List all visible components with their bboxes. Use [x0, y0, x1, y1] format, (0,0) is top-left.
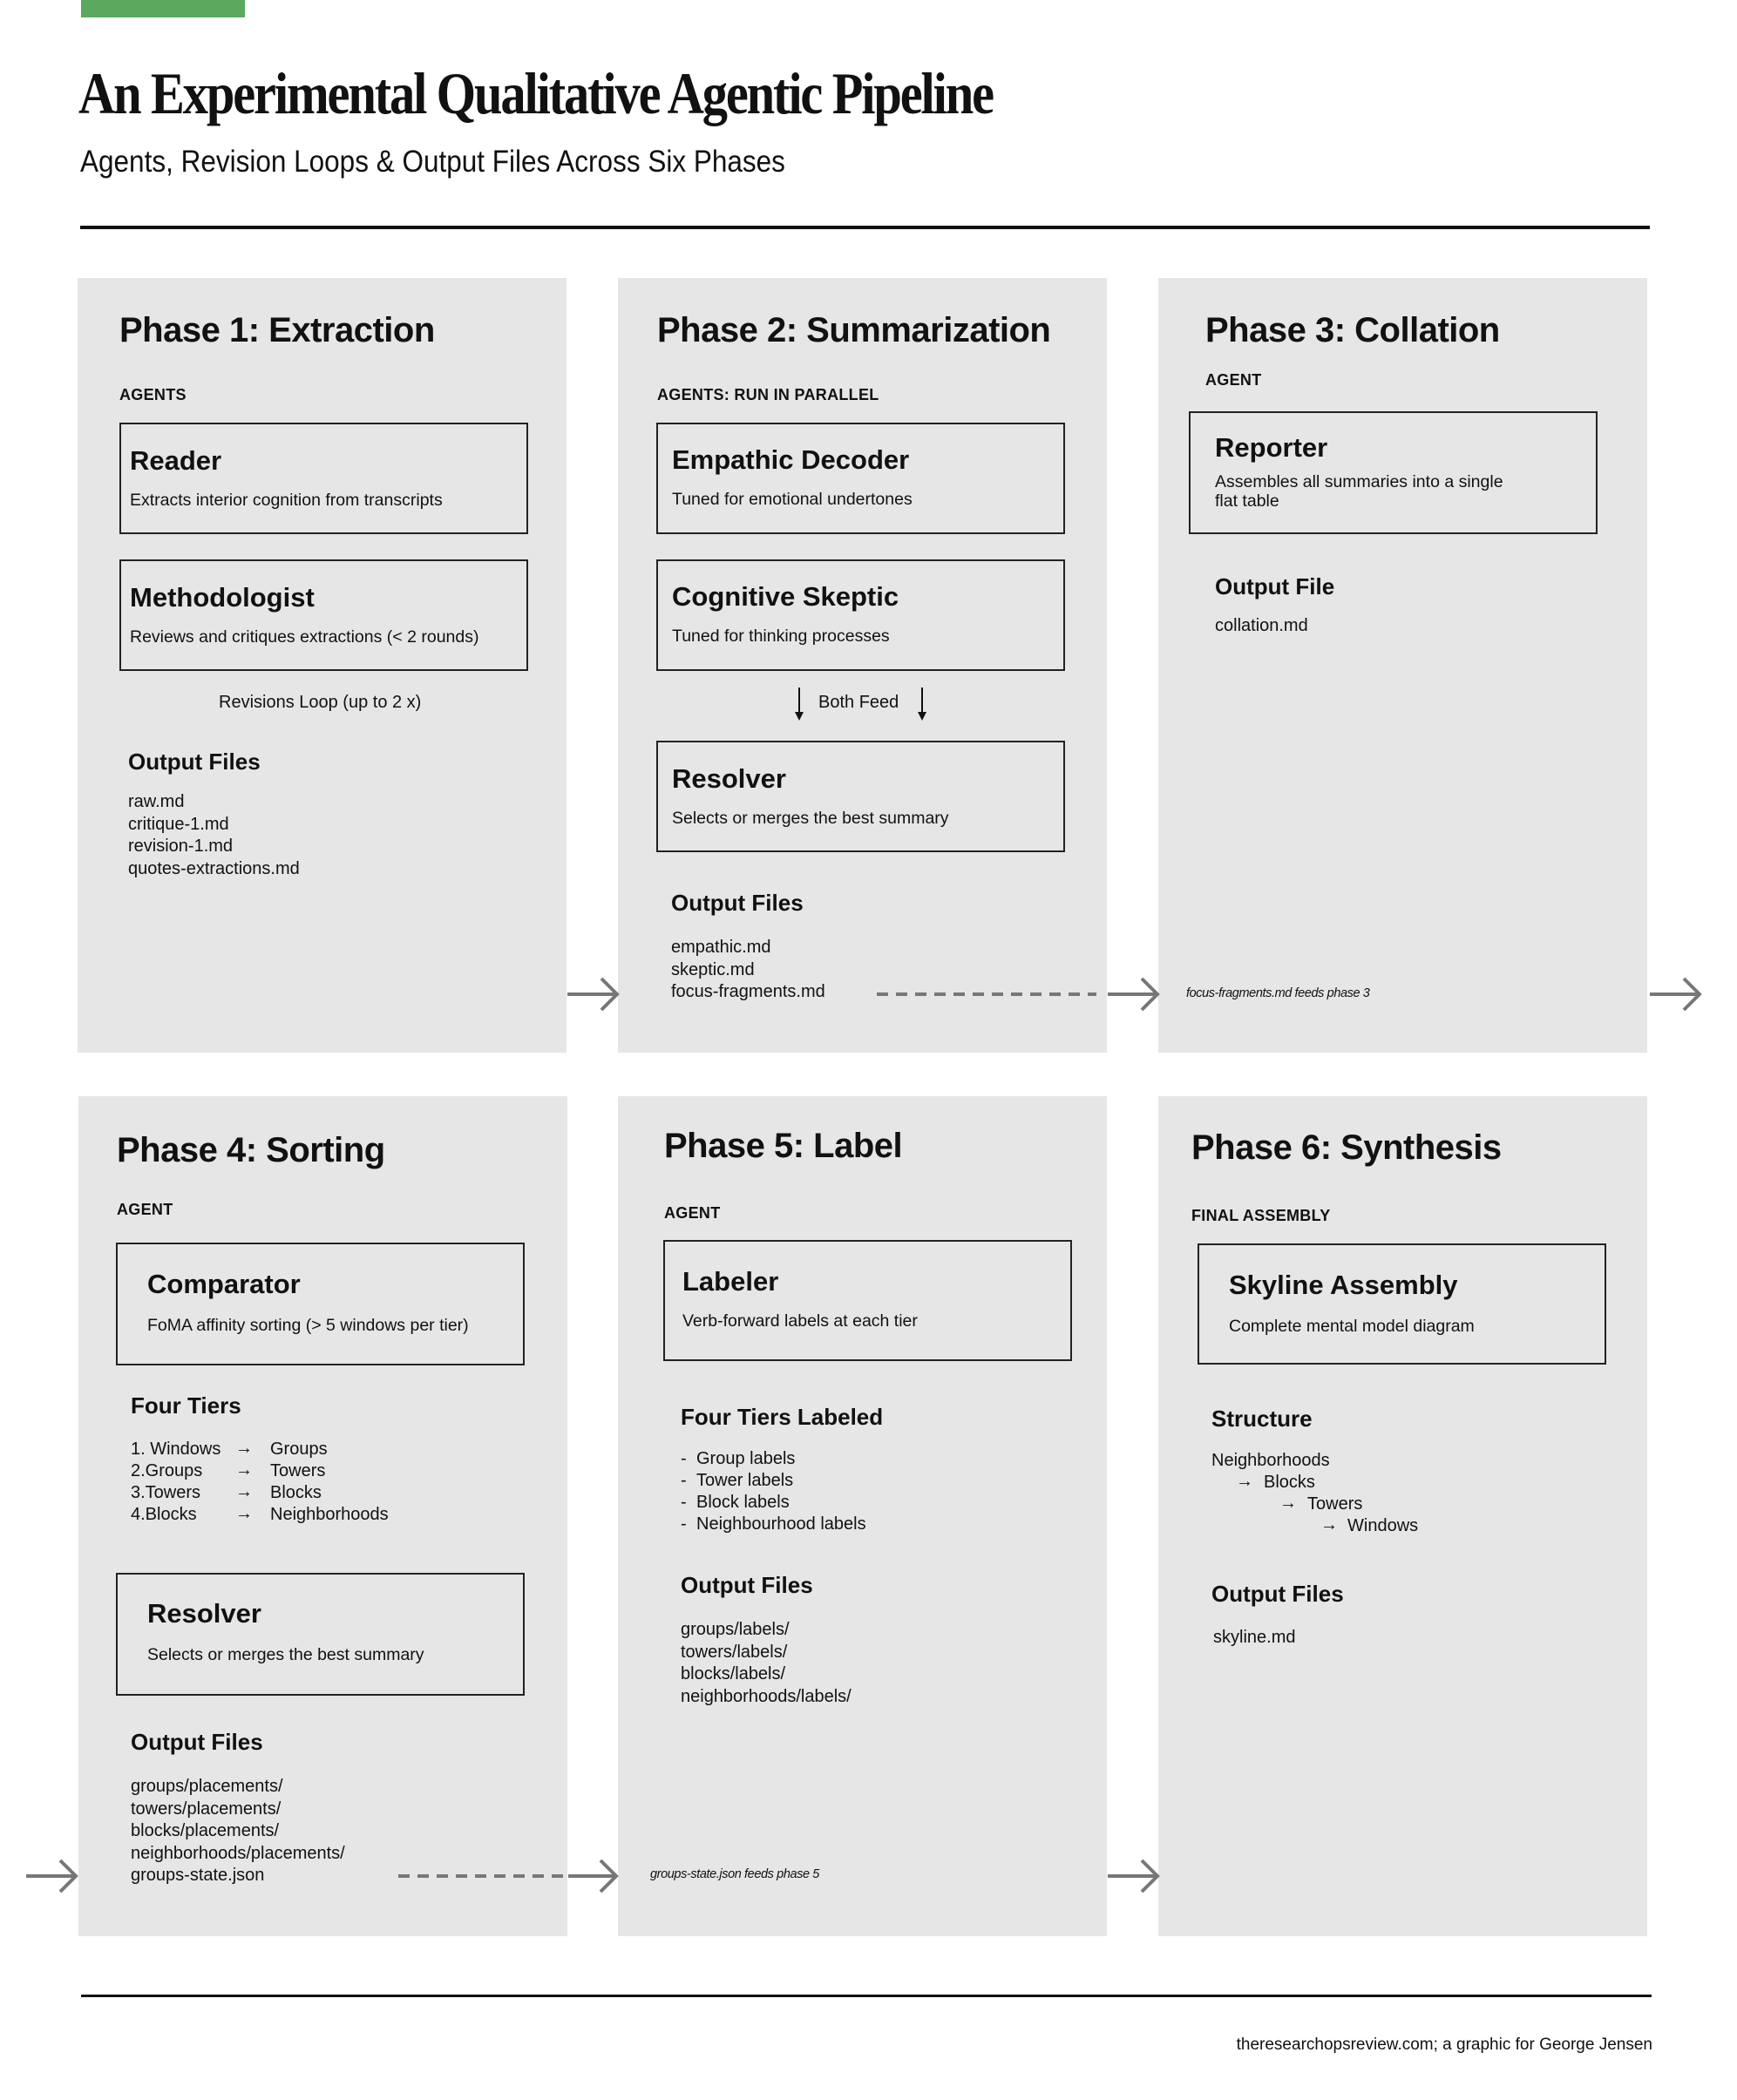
phase-6-structure-label: Structure	[1211, 1406, 1313, 1432]
tier-label: Block labels	[696, 1493, 790, 1512]
agent-name: Skyline Assembly	[1229, 1270, 1458, 1300]
agent-description: FoMA affinity sorting (> 5 windows per tier)	[147, 1316, 469, 1335]
tier-from: 3.Towers	[131, 1483, 201, 1502]
tier-to: Neighborhoods	[270, 1505, 389, 1524]
phase-2-output-list	[671, 937, 825, 1004]
agent-name: Cognitive Skeptic	[672, 581, 899, 612]
agent-card-skyline-assembly	[1198, 1243, 1606, 1365]
both-feed-label: Both Feed	[818, 693, 899, 712]
structure-item: Neighborhoods	[1211, 1451, 1330, 1470]
arrow-right-icon	[567, 979, 617, 1010]
output-file: raw.md	[128, 792, 185, 811]
agent-card-resolver	[116, 1573, 525, 1696]
list-dash: -	[681, 1449, 687, 1468]
agent-name: Reader	[130, 445, 222, 476]
phase-2-agents-label: AGENTS: RUN IN PARALLEL	[657, 386, 879, 403]
structure-item: Windows	[1347, 1516, 1419, 1535]
agent-description: Verb-forward labels at each tier	[682, 1311, 918, 1331]
phase-3-panel	[1158, 278, 1647, 1053]
phase-4-output-list	[131, 1776, 345, 1887]
phase-4-output-label: Output Files	[131, 1729, 263, 1755]
output-file: focus-fragments.md	[671, 982, 825, 1001]
agent-card-empathic-decoder	[656, 423, 1065, 534]
output-file: critique-1.md	[128, 814, 229, 834]
output-file: towers/placements/	[131, 1799, 282, 1819]
structure-tree	[1211, 1451, 1473, 1541]
agent-name: Resolver	[147, 1598, 261, 1629]
accent-bar	[81, 0, 245, 17]
agent-name: Methodologist	[130, 582, 315, 613]
list-dash: -	[681, 1471, 687, 1490]
arrow-right-icon	[26, 1860, 76, 1892]
tier-to: Blocks	[270, 1483, 322, 1502]
phase-6-agents-label: FINAL ASSEMBLY	[1191, 1207, 1331, 1224]
agent-name: Comparator	[147, 1269, 301, 1299]
output-file: collation.md	[1215, 616, 1308, 635]
page-subtitle: Agents, Revision Loops & Output Files Across Six Phases	[80, 145, 785, 179]
phase-6-output-label: Output Files	[1211, 1581, 1344, 1607]
tier-from: 4.Blocks	[131, 1505, 197, 1524]
arrow-right-icon: →	[1320, 1515, 1338, 1534]
agent-card-comparator	[116, 1243, 525, 1365]
phase-1-panel	[78, 278, 567, 1053]
phase-5-title: Phase 5: Label	[664, 1127, 903, 1165]
agent-description: Complete mental model diagram	[1229, 1317, 1475, 1336]
agent-name: Empathic Decoder	[672, 444, 910, 475]
tier-label-list	[681, 1449, 942, 1540]
tier-from: 2.Groups	[131, 1461, 203, 1480]
agent-description: Reviews and critiques extractions (< 2 rounds)	[130, 627, 479, 647]
footer-divider	[81, 1995, 1652, 1997]
header-divider	[80, 226, 1650, 229]
revision-loop-label: Revisions Loop (up to 2 x)	[219, 693, 422, 712]
phase-3-title: Phase 3: Collation	[1205, 311, 1500, 349]
agent-card-cognitive-skeptic	[656, 559, 1065, 671]
footer-credit: theresearchopsreview.com; a graphic for George Jensen	[1236, 2036, 1652, 2054]
agent-description: Extracts interior cognition from transcripts	[130, 491, 443, 510]
tier-label: Neighbourhood labels	[696, 1514, 866, 1534]
phase-5-agents-label: AGENT	[664, 1204, 721, 1222]
output-file: groups/labels/	[681, 1620, 790, 1639]
agent-description: Assembles all summaries into a single flat table	[1215, 472, 1503, 511]
phase-2-output-label: Output Files	[671, 890, 804, 916]
phase-5-feed-note: groups-state.json feeds phase 5	[650, 1867, 819, 1881]
agent-description: Tuned for emotional undertones	[672, 490, 913, 509]
phase-5-output-list	[681, 1619, 852, 1708]
down-arrow-icon	[915, 688, 929, 722]
arrow-right-icon: →	[235, 1482, 253, 1501]
phase-4-tiers-label: Four Tiers	[131, 1392, 241, 1419]
page-title: An Experimental Qualitative Agentic Pipeline	[78, 60, 993, 126]
agent-name: Reporter	[1215, 432, 1328, 463]
list-dash: -	[681, 1493, 687, 1512]
structure-item: Blocks	[1264, 1473, 1315, 1492]
output-file: groups-state.json	[131, 1866, 265, 1885]
phase-6-panel	[1158, 1096, 1647, 1936]
agent-card-reader	[119, 423, 528, 534]
phase-5-tiers-label: Four Tiers Labeled	[681, 1404, 884, 1430]
phase-3-feed-note: focus-fragments.md feeds phase 3	[1186, 986, 1370, 1000]
structure-item: Towers	[1307, 1494, 1363, 1514]
phase-1-output-list	[128, 791, 300, 880]
phase-4-title: Phase 4: Sorting	[117, 1131, 385, 1169]
arrow-right-icon: →	[235, 1460, 253, 1480]
tier-label: Group labels	[696, 1449, 796, 1468]
tier-to: Towers	[270, 1461, 326, 1480]
arrow-right-icon: →	[235, 1504, 253, 1523]
phase-5-panel	[618, 1096, 1107, 1936]
list-dash: -	[681, 1514, 687, 1534]
agent-card-reporter	[1189, 411, 1598, 534]
arrow-right-icon	[568, 1860, 616, 1892]
phase-2-panel	[618, 278, 1107, 1053]
arrow-right-icon: →	[1279, 1494, 1297, 1513]
arrow-right-icon: →	[1236, 1472, 1253, 1491]
output-file: skeptic.md	[671, 959, 755, 979]
arrow-right-icon: →	[235, 1439, 253, 1458]
phase-2-title: Phase 2: Summarization	[657, 311, 1051, 349]
phase-5-output-label: Output Files	[681, 1572, 813, 1598]
output-file: towers/labels/	[681, 1642, 788, 1662]
phase-6-title: Phase 6: Synthesis	[1191, 1128, 1502, 1167]
output-file: neighborhoods/placements/	[131, 1843, 345, 1863]
output-file: blocks/labels/	[681, 1664, 786, 1683]
agent-description: Selects or merges the best summary	[147, 1645, 424, 1664]
agent-name: Resolver	[672, 763, 786, 794]
agent-name: Labeler	[682, 1266, 779, 1297]
agent-description: Tuned for thinking processes	[672, 627, 890, 646]
tier-to: Groups	[270, 1440, 328, 1459]
arrow-right-icon	[1108, 979, 1157, 1010]
agent-card-resolver	[656, 741, 1065, 852]
phase-4-panel	[78, 1096, 567, 1936]
phase-3-agents-label: AGENT	[1205, 371, 1262, 389]
agent-card-labeler	[663, 1240, 1072, 1361]
output-file: quotes-extractions.md	[128, 858, 300, 878]
output-file: blocks/placements/	[131, 1821, 280, 1840]
output-file: skyline.md	[1213, 1628, 1296, 1647]
output-file: revision-1.md	[128, 837, 234, 856]
down-arrow-icon	[792, 688, 806, 722]
arrow-right-icon	[1108, 1860, 1157, 1892]
phase-1-title: Phase 1: Extraction	[119, 311, 435, 349]
phase-1-agents-label: AGENTS	[119, 386, 187, 403]
output-file: neighborhoods/labels/	[681, 1686, 852, 1706]
tier-list	[131, 1440, 427, 1530]
tier-label: Tower labels	[696, 1471, 794, 1490]
agent-card-methodologist	[119, 559, 528, 671]
phase-1-output-label: Output Files	[128, 749, 261, 775]
phase-4-agents-label: AGENT	[117, 1201, 173, 1218]
output-file: empathic.md	[671, 938, 771, 957]
tier-from: 1. Windows	[131, 1440, 221, 1459]
output-file: groups/placements/	[131, 1777, 283, 1796]
agent-description: Selects or merges the best summary	[672, 809, 949, 828]
arrow-right-icon	[1650, 979, 1700, 1010]
phase-3-output-label: Output File	[1215, 573, 1335, 600]
